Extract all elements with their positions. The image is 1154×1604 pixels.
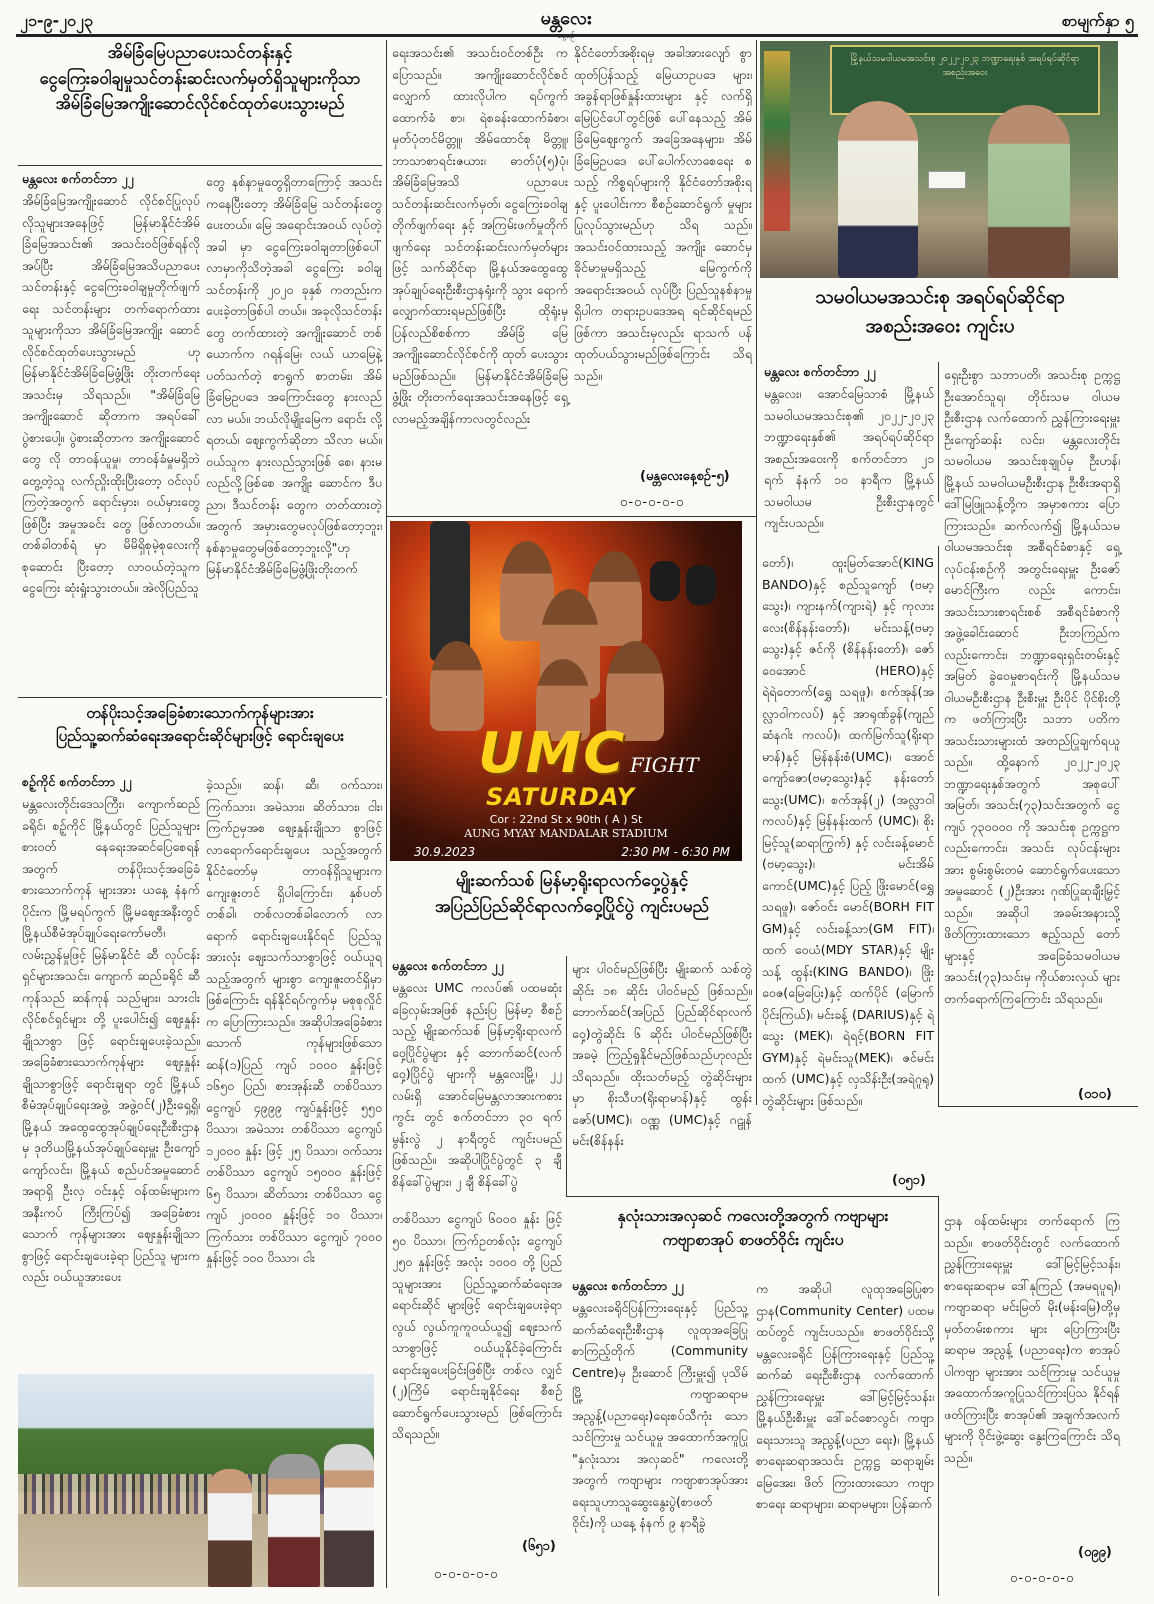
article2-col2-text: ရှေးဦးစွာ သဘာပတိ၊ အသင်းစု ဥက္ကဋ္ဌ ဦးအောင်သူရ၊ တိုင်းသမ ဝါယမဦးစီးဌာန လက်ထောက် ညွှန်ကြားရေးမှူး ဦးကျော်ဆန်း လင်း၊ မန္တလေးတိုင်းသမဝါယမ အသင်းစုချုပ်မှ ဦးဟန်၊ မြို့နယ် သမဝါယမဦးစီးဌာန ဦးစီးအရာရှိ ဒေါ်မြဖြူသန့်တို့က အမှာစကား ပြောကြားသည်။ ဆက်လက်၍ မြို့နယ်သမ ဝါယမအသင်းစု အစီရင်ခံစာနှင့် ရှေ့လုပ်ငန်းစဉ်ကို အတွင်းရေးမှူး ဦးဇော်မောင်ကြီးက လည်း ကောင်း၊ အသင်းသားစာရင်းစစ် အစီရင်ခံစာကို အဖွဲ့ခေါင်းဆောင် ဦးဘကြည်က လည်းကောင်း၊ ဘဏ္ဍာရေးရှင်းတမ်းနှင့် အမြတ် ခွဲဝေမှုစာရင်းကို မြို့နယ်သမ ဝါယမဦးစီးဌာန ဦးစီးမှူး ဦးပိုင် ပိုင်စိုးတို့က ဖတ်ကြားပြီး သဘာ ပတိက အသင်းသားများထံ အတည်ပြုချက်ရယူသည်။ ထို့နောက် ၂၀၂၂-၂၀၂၃ ဘဏ္ဍာရေးနှစ်အတွက် အစုပေါ် အမြတ်၊ အသင်း(၇၃)သင်းအတွက် ငွေကျပ် ၇၃၀၀၀၀ ကို အသင်းစု ဥက္ကဋ္ဌက လည်းကောင်း၊ အသင်း လုပ်ငန်းများအား စွမ်းစွမ်းတမံ ဆောင်ရွက်ပေးသော အမှုဆောင် (၂)ဦးအား ဂုဏ်ပြုဆုချီးမြှင့် သည်။ အဆိုပါ အခမ်းအနားသို့ ဖိတ်ကြားထားသော ဧည့်သည် တော်များနှင့် အခြေခံသမဝါယမ အသင်း(၇၃)သင်းမှ ကိုယ်စားလှယ် များ တက်ရောက်ကြကြောင်း သိရသည်။ <box>944 367 1120 1006</box>
page-header <box>16 6 1138 36</box>
article4-col1-text: မန္တလေး UMC ကလပ်၏ ပထမဆုံးခြေလှမ်းအဖြစ် နည်းပြ မြန်မာ့ စီစဉ်သည့် မျိုးဆက်သစ် မြန်မာ့ရိုးရာလက်ဝှေ့ပြိုင်ပွဲများ နှင့် ဘောက်ဆင်(လက်ဝှေ့)ပြိုင်ပွဲ များကို မန္တလေးမြို့၊ ၂၂ လမ်းရှိ အောင်မြေမန္တလာအားကစားကွင်း တွင် စက်တင်ဘာ ၃၀ ရက် မွန်းလွဲ ၂ နာရီတွင် ကျင်းပမည် ဖြစ်သည်။ အဆိုပါပြိုင်ပွဲတွင် ၃ ချီ စိန်ခေါ်ပွဲများ၊ ၂ ချီ စိန်ခေါ်ပွဲ <box>392 980 562 1189</box>
article5-col1-text: မန္တလေးခရိုင်ပြန်ကြားရေးနှင့် ပြည်သူ့ဆက်ဆံရေးဦးစီးဌာန လူထုအခြေပြုစာကြည့်တိုက် (Community Centre)မှ ဦးဆောင် ကြီးမှူး၍ ပုသိမ်မြို့ ကဗျာဆရာမ အညွန့်(ပညာရေး)ရေးစပ်သီကုံး သော သင်ကြားမှု သင်ယူမှု အထောက်အကူပြု "နှလုံးသား အလှဆင်" ကလေးတို့အတွက် ကဗျာများ ကဗျာစာအုပ်အား ရေးသူဟာသူဆွေးနွေးပွဲ(စာဖတ် ဝိုင်း)ကို ယနေ့ နံနက် ၉ နာရီခွဲ <box>572 1300 748 1530</box>
article3-col2-text: ခဲ့သည်။ ဆန်၊ ဆီ၊ ဝက်သား၊ ကြက်သား၊ အမဲသား၊ ဆိတ်သား၊ ငါး၊ ကြက်ဥမှအစ ဈေးနှုန်းချိုသာ စွာဖြင့် လာရောက်ရောင်းချပေး သည့်အတွက် နိုင်ငံတော်မှ တာဝန်ရှိသူများက ကျေးဇူးတင် ရှိပါကြောင်း၊ နှစ်ပတ်တစ်ခါ၊ တစ်လတစ်ခါလောက် လာရောက် ရောင်းချပေးနိုင်ရင် ပြည်သူ အားလုံး ဈေးသက်သာစွာဖြင့် ဝယ်ယူရသည့်အတွက် များစွာ ကျေးဇူးတင်ရှိမှာဖြစ်ကြောင်း ရန်နိုင်ရပ်ကွက်မှ မစုစုလှိုင်က ပြောကြားသည်။ အဆိုပါအခြေခံစားသောက် ကုန်များဖြစ်သော ဆန်(၁)ပြည် ကျပ် ၁၀၀၀ နှုန်းဖြင့် ၁၆၅၀ ပြည်၊ စားအုန်းဆီ တစ်ပိဿာ ငွေကျပ် ၄၉၉၉ ကျပ်နှုန်းဖြင့် ၅၅၀ ပိဿာ၊ အမဲသား တစ်ပိဿာ ငွေကျပ် ၁၂၀၀၀ နှုန်း ဖြင့် ၂၅ ပိဿာ၊ ဝက်သား တစ်ပိဿာ ငွေကျပ် ၁၅၀၀၀ နှုန်းဖြင့် ၆၅ ပိဿာ၊ ဆိတ်သား တစ်ပိဿာ ငွေကျပ် ၂၀၀၀၀ နှုန်းဖြင့် ၁၀ ပိဿာ၊ ကြက်သား တစ်ပိဿာ ငွေကျပ် ၇၀၀၀ နှုန်းဖြင့် ၁၀၀ ပိဿာ၊ ငါး <box>206 777 382 1265</box>
crowd <box>18 1474 374 1514</box>
article1-headline-line3: အိမ်ခြံမြေအကျိုးဆောင်လိုင်စင်ထုတ်ပေးသွားမည် <box>55 94 345 114</box>
article1-col1 <box>22 171 200 693</box>
article3-headline-line2: ပြည်သူ့ဆက်ဆံရေးအရောင်းဆိုင်များဖြင့် ရောင်းချပေး <box>56 727 344 746</box>
poster-address: Cor : 22nd St x 90th ( A ) St <box>489 813 643 826</box>
article2-headline <box>760 283 1120 353</box>
poster-time: 2:30 PM - 6:30 PM <box>621 845 730 859</box>
article5-byline: မန္တလေး စက်တင်ဘာ ၂၂ <box>572 1278 684 1293</box>
article3-byline: စဉ့်ကိုင် စက်တင်ဘာ ၂၂ <box>22 774 132 789</box>
logo-text: မန္တလေး <box>540 8 592 29</box>
person-right <box>324 1444 374 1587</box>
column-rule <box>938 362 939 502</box>
article4-col1 <box>392 958 562 1198</box>
article2-code: (၀၁၀) <box>1078 1087 1112 1102</box>
column-rule <box>938 546 939 1106</box>
article5-col1 <box>572 1278 748 1594</box>
official-right <box>988 105 1070 278</box>
fighters-group <box>430 541 700 741</box>
column-rule <box>386 698 387 1588</box>
person-cap <box>268 1454 320 1587</box>
poster-date: 30.9.2023 <box>414 845 476 859</box>
masthead-logo <box>521 6 611 34</box>
article4-col3-text: တော်)၊ ထူးမြတ်အောင်(KING BANDO)နှင့် စည်သူကျော် (ဗမာ့သွေး)၊ ကျားနက်(ကျားရဲ) နှင့် ကုလားလေး(စိန်နန်းတော်)၊ မင်းသန့်(ဗမာ့သွေး)နှင့် ဇင်ကို (စိန်နန်းတော်)၊ ဇော်ဝေအောင် (HERO)နှင့် ရဲရဲတောက်(ရွှေ သရဖူ)၊ စက်အုန်(အလ္လာဝါကလပ်) နှင့် အာရုဏ်ခွန်(ကျည်ဆံနဂါး ကလပ်)၊ ထက်မြက်သူ(ရိုးရာ မာန်)နှင့် မြန်နန်းစံ(UMC)၊ အောင် ကျော်ဇော(ဗမာ့သွေး)နှင့် နန်းတော် သွေး(UMC)၊ စက်အုန်(၂) (အလ္လာဝါကလပ်)နှင့် မြန်နန်းထက် (UMC)၊ စိုးမြင့်သူ(ဆရာကြွက်) နှင့် လင်းခန့်မောင် (ဗမာ့သွေး)၊ မင်းအိမ်ကောင်(UMC)နှင့် ပြည့် ဖြိုးမောင်(ရွှေသရဖူ)၊ ဇော်ဝင်း မောင်(BORH FIT GM)နှင့် လင်းခန့်သာ(GM FIT)၊ ထက် ဝေယံ(MDY STAR)နှင့် မျိုးသန့် ထွန်း(KING BANDO)၊ ဖြိုး ဝေဇ(မြေပြေး)နှင့် ထက်ပိုင် (မြောက်ပိုင်းကြယ်)၊ မင်းခန့် (DARIUS)နှင့် ရဲသွေး (MEK)၊ ရဲရင့်(BORN FIT GYM)နှင့် ရဲမင်းသူ(MEK)၊ ဇင်မင်းထက် (UMC)နှင့် လှသိန်းဦး(အရဲဂူရု) တွဲဆိုင်းများ ဖြစ်သည်။ <box>762 555 934 1108</box>
column-rule <box>386 40 387 696</box>
flag <box>764 51 790 231</box>
article1-end-dots: ၀-၀-၀-၀-၀ <box>620 495 685 510</box>
article1-col4 <box>574 42 752 512</box>
article3-code: (၆၅၁) <box>522 1539 556 1554</box>
divider <box>566 1196 938 1197</box>
article4-headline-line2: အပြည်ပြည်ဆိုင်ရာလက်ဝှေ့ပြိုင်ပွဲ ကျင်းပမည် <box>434 897 710 918</box>
divider <box>18 165 382 166</box>
article3-col1 <box>22 774 200 1370</box>
article1-headline-line1: အိမ်ခြံမြေပညာပေးသင်တန်းနှင့် <box>107 43 293 62</box>
divider <box>386 516 756 517</box>
ceremony-photo <box>760 41 1118 278</box>
fighter <box>430 641 484 731</box>
article4-col2-text: များ ပါဝင်မည်ဖြစ်ပြီး မျိုးဆက် သစ်တွဲဆိုင်း ၁၈ ဆိုင်း ပါဝင်မည် ဖြစ်သည်။ ဘောက်ဆင်(အပြည် ပြည်ဆိုင်ရာလက်ဝှေ့)တွဲဆိုင်း ၆ ဆိုင်း ပါဝင်မည်ဖြစ်ပြီး အခမဲ့ ကြည့်ရှုနိုင်မည်ဖြစ်သည်ဟုလည်း သိရသည်။ ထိုးသတ်မည့် တွဲဆိုင်းများ မှာ စိုးသီဟ(ရိုးရာမာန်)နှင့် ထွန်းဇော်(UMC)၊ ဝဏ္ဏ (UMC)နှင့် ဂဠုန်မင်း(စိန်နန်း <box>572 961 752 1148</box>
column-rule <box>756 40 757 1105</box>
boxing-poster <box>390 521 742 861</box>
person-white-shirt <box>208 1469 252 1587</box>
article1-source: (မန္တလေးနေ့စဉ်-၅) <box>640 469 730 484</box>
column-rule <box>566 956 567 1196</box>
market-photo <box>18 1374 374 1587</box>
article1-col3-text: ရေးအသင်း၏ အသင်းဝင်တစ်ဦး က ပြောသည်။ အကျိုးဆောင်လိုင်စင် လျှောက် ထားလိုပါက ရပ်ကွက်ထောက်ခံ စာ၊ ရဲစခန်းထောက်ခံစာ၊ မှတ်ပုံတင်မိတ္တူ၊ အိမ်ထောင်စု မိတ္တူ၊ ဘာသာစာရင်းဇယား၊ ဓာတ်ပုံ(၅)ပုံ၊ အိမ်ခြံမြေအသိ ပညာပေးသင်တန်းဆင်းလက်မှတ်၊ ငွေကြေးခဝါချတိုက်ဖျက်ရေး နှင့် အကြမ်းဖက်မှုတိုက်ဖျက်ရေး သင်တန်းဆင်းလက်မှတ်များဖြင့် သက်ဆိုင်ရာ မြို့နယ်အထွေထွေ အုပ်ချုပ်ရေးဦးစီးဌာနရုံးကို သွား ရောက် လျှောက်ထားရမည်ဖြစ်ပြီး ထိုရုံးမှ ပြန်လည်စိစစ်ကာ အိမ်ခြံ မြေအကျိုးဆောင်လိုင်စင်ကို ထုတ် ပေးသွားမည်ဖြစ်သည်။ မြန်မာနိုင်ငံအိမ်ခြံမြေဖွံ့ဖြိုး တိုးတက်ရေးအသင်းအနေဖြင့် ရှေ့ လာမည့်အချိန်ကာလတွင်လည်း <box>392 45 568 426</box>
article5-headline-line1: နှလုံးသားအလှဆင် ကလေးတို့အတွက် ကဗျာများ <box>617 1207 889 1225</box>
divider <box>18 697 382 698</box>
article3-headline <box>18 702 382 768</box>
article1-headline <box>18 40 382 158</box>
divider <box>938 1106 1138 1107</box>
poster-fight: FIGHT <box>630 753 699 777</box>
official-left <box>838 101 918 278</box>
article5-col3-text: ဌာန ဝန်ထမ်းများ တက်ရောက် ကြသည်။ စာဖတ်ဝိုင်းတွင် လက်ထောက် ညွှန်ကြားရေးမှူး ဒေါ်မြင့်မြင့်သန်း၊ စာရေးဆရာမ ဒေါ်နုကြည် (အမရပူရ)၊ ကဗျာဆရာ မင်းမြတ် မိုး(မန်းမြေ)တို့မှ မှတ်တမ်းစကား များ ပြောကြားပြီး ဆရာမ အညွန့် (ပညာရေး)က စာအုပ်ပါကဗျာ များအား သင်ကြားမှု သင်ယူမှု အထောက်အကူပြုသင်ကြားပြသ နိုင်ရန် ဖတ်ကြားပြီး စာအုပ်၏ အချက်အလက်များကို ဝိုင်းဖွဲ့ဆွေး နွေးကြကြောင်း သိရသည်။ <box>944 1213 1120 1465</box>
article3-end-dots: ၀-၀-၀-၀-၀ <box>434 1567 499 1582</box>
header-rule <box>16 34 1138 37</box>
article2-headline-line2: အစည်းအဝေး ကျင်းပ <box>865 315 1015 338</box>
column-rule <box>938 1196 939 1596</box>
article1-col2-text: တွေ နစ်နာမှုတွေရှိတာကြောင့် အသင်းကနေပြီးတော့ အိမ်ခြံမြေ သင်တန်းတွေပေးတယ်။ မြေ အရောင်းအဝယ် လုပ်တဲ့အခါ မှာ ငွေကြေးခဝါချတာဖြစ်ပေါ် လာမှာကိုသိတဲ့အခါ ငွေကြေး ခဝါချသင်တန်းကို ၂၀၂၀ ခုနှစ် ကတည်းက ပေးခဲ့တာဖြစ်ပါ တယ်။ အခုလိုသင်တန်းတွေ တက်ထားတဲ့ အကျိုးဆောင် တစ်ယောက်က ဂရန်မြေ၊ လယ် ယာမြေနဲ့ ပတ်သက်တဲ့ စာရွက် စာတမ်း၊ အိမ်ခြံမြေဥပဒေ အကြောင်းတွေ နားလည်လာ မယ်။ ဘယ်လိုမျိုးမြေက ရောင်း လို့ရတယ်၊ ဈေးကွက်ဆိုတာ သိလာ မယ်။ ဝယ်သူက နားလည်သွားဖြစ် စေ၊ နားမလည်လို့ဖြစ်စေ အကျိုး ဆောင်က ဒီပညာ၊ ဒီသင်တန်း တွေက တတ်ထားတဲ့အတွက် အမှားတွေမလုပ်ဖြစ်တော့ဘူး၊ နစ်နာမှုတွေမဖြစ်တော့ဘူးလို့"ဟု မြန်မာနိုင်ငံအိမ်ခြံမြေဖွံ့ဖြိုးတိုးတက် <box>206 174 382 576</box>
article1-byline: မန္တလေး စက်တင်ဘာ ၂၂ <box>22 171 134 186</box>
article1-headline-line2: ငွေကြေးခဝါချမှုသင်တန်းဆင်းလက်မှတ်ရှိသူများကိုသာ <box>39 68 361 88</box>
article1-col1-text: အိမ်ခြံမြေအကျိုးဆောင် လိုင်စင်ပြုလုပ်လိုသူများအနေဖြင့် မြန်မာနိုင်ငံအိမ်ခြံမြေအသင်း၏ အသင်းဝင်ဖြစ်ရန်လိုအပ်ပြီး အိမ်ခြံမြေအသိပညာပေးသင်တန်းနှင့် ငွေကြေးခဝါချမှုတိုက်ဖျက်ရေး သင်တန်းများ တက်ရောက်ထား သူများကိုသာ အိမ်ခြံမြေအကျိုး ဆောင်လိုင်စင်ထုတ်ပေးသွားမည် ဟု မြန်မာနိုင်ငံအိမ်ခြံမြေဖွံ့ဖြိုး တိုးတက်ရေးအသင်းမှ သိရသည်။ "အိမ်ခြံမြေအကျိုးဆောင် ဆိုတာက အရပ်ခေါ် ပွဲစားပေါ့။ ပွဲစားဆိုတာက အကျိုးဆောင်တွေ လို တာဝန်ယူမှု၊ တာဝန်ခံမှုမရှိဘဲ တွေ့တဲ့သူ လက်ညှိုးထိုးပြီးတော့ ဝင်လုပ်ကြတဲ့အတွက် ရောင်းမှား၊ ဝယ်မှားတွေဖြစ်ပြီး အမှုအခင်း တွေ ဖြစ်လာတယ်။ တစ်ခါတစ်ရံ မှာ မိမိရှိစုမဲ့စုလေးကို စုဆောင်း ပြီးတော့ လာဝယ်တဲ့သူက ငွေကြေး ဆုံးရှုံးသွားတယ်။ အဲလိုပြည်သူ <box>22 193 200 595</box>
article5-headline <box>570 1204 936 1270</box>
article4-headline <box>390 868 754 950</box>
article2-headline-line1: သမဝါယမအသင်းစု အရပ်ရပ်ဆိုင်ရာ <box>815 286 1065 308</box>
article2-col1-text: မန္တလေး၊ အောင်မြေသာစံ မြို့နယ် သမဝါယမအသင်းစု၏ ၂၀၂၂-၂၀၂၃ ဘဏ္ဍာရေးနှစ်၏ အရပ်ရပ်ဆိုင်ရာ အစည်းအဝေးကို စက်တင်ဘာ ၂၁ ရက် နံနက် ၁၀ နာရီက မြို့နယ်သမဝါယမ ဦးစီးဌာနတွင် ကျင်းပသည်။ <box>764 386 934 530</box>
award-envelope <box>928 171 966 189</box>
issue-date: ၂၁-၉-၂၀၂၃ <box>20 11 93 30</box>
ceremony-banner: မြို့နယ်သမဝါယမအသင်းစု ၂၀၂၂-၂၀၂၃ ဘဏ္ဍာရေးနှစ် အရပ်ရပ်ဆိုင်ရာအစည်းအဝေး <box>830 45 1100 115</box>
article3-col1-text: မန္တလေးတိုင်းဒေသကြီး၊ ကျောက်ဆည်ခရိုင်၊ စဉ့်ကိုင် မြို့နယ်တွင် ပြည်သူများ စားဝတ် နေရေးအဆင်ပြေစေရန်အတွက် တန်ပိုးသင့်အခြေခံစားသောက်ကုန် များအား ယနေ့ နံနက်ပိုင်းက မြို့မရပ်ကွက် မြို့မဈေးအနီးတွင် မြို့နယ်စီမံအုပ်ချုပ်ရေးကော်မတီ၊ လမ်းညွှန်မှုဖြင့် မြန်မာနိုင်ငံ ဆီ လုပ်ငန်းရှင်များအသင်း၊ ကျောက် ဆည်ခရိုင် ဆီကုန်သည် ဆန်ကုန် သည်များ၊ သားငါး လိုင်စင်ရှင်များ တို့ ပူးပေါင်း၍ ဈေးနှုန်းချိုသာစွာ ဖြင့် ရောင်းချပေးခဲ့သည်။ အခြေခံစားသောက်ကုန်များ ဈေးနှုန်းချိုသာစွာဖြင့် ရောင်းချရာ တွင် မြို့နယ်စီမံအုပ်ချုပ်ရေးအဖွဲ့ အဖွဲ့ဝင်(၂)ဦးရှေ့ရှိ၊ မြို့နယ် အထွေထွေအုပ်ချုပ်ရေးဦးစီးဌာန မှ ဒုတိယမြို့နယ်အုပ်ချုပ်ရေးမှူး ဦးကျော်ကျော်လင်း၊ မြို့နယ် စည်ပင်အမှုဆောင်အရာရှိ ဦးလှ ဝင်းနှင့် ဝန်ထမ်းများက အနီးကပ် ကြီးကြပ်၍ အခြေခံစားသောက် ကုန်များအား ဈေးနှုန်းချိုသာ စွာဖြင့် ရောင်းချပေးခဲ့ရာ ပြည်သူ များကလည်း ဝယ်ယူအားပေး <box>22 796 200 1284</box>
article5-code: (၀၉၉) <box>1078 1545 1112 1560</box>
article5-col2-text: က အဆိုပါ လူထုအခြေပြုစာ ဌာန(Community Center) ပထမထပ်တွင် ကျင်းပသည်။ စာဖတ်ဝိုင်းသို့ မန္တလေးခရိုင် ပြန်ကြားရေးနှင့် ပြည်သူ့ဆက်ဆံ ရေးဦးစီးဌာန လက်ထောက် ညွှန်ကြားရေးမှူး ဒေါ်မြင့်မြင့်သန်း၊ မြို့နယ်ဦးစီးမှူး ဒေါ်ခင်စောလွင်၊ ကဗျာရေးသားသူ အညွန့်(ပညာ ရေး)၊ မြို့နယ်စာရေးဆရာအသင်း ဥက္ကဋ္ဌ ဆရာချမ်းမြေအေး၊ ဖိတ် ကြားထားသော ကဗျာစာရေး ဆရာများ၊ ဆရာမများ၊ ပြန်ဆက် <box>756 1281 934 1511</box>
article5-headline-line2: ကဗျာစာအုပ် စာဖတ်ဝိုင်း ကျင်းပ <box>662 1231 844 1250</box>
poster-stadium: AUNG MYAY MANDALAR STADIUM <box>464 827 668 840</box>
page-number: စာမျက်နှာ ၅ <box>1061 11 1134 30</box>
article2-col1 <box>764 364 934 554</box>
article1-col4-text: နိုင်ငံတော်အစိုးရမှ အခါအားလျော် စွာ ထုတ်ပြန်သည့် မြေယာဥပဒေ များ၊ အခွန်ရာဖြစ်နှုန်းထားများ နှင့် လက်ရှိမြေပြင်ပေါ်တွင်ဖြစ် ပေါ်နေသည့် အိမ်ခြံမြေဈေးကွက် အခြေအနေများ၊ အိမ်ခြံမြေဥပဒေ ပေါ်ပေါက်လာစေရေး စသည့် ကိစ္စရပ်များကို နိုင်ငံတော်အစိုးရ နှင့် ပူးပေါင်းကာ စီစဉ်ဆောင်ရွက် မှုများ ပြုလုပ်သွားမည်ဟု သိရ သည်။ အသင်းဝင်ထားသည့် အကျိုး ဆောင်မှ ခိုင်မာမှုမရှိသည့် မြေကွက်ကို အရောင်းအဝယ် လုပ်ပြီး ပြည်သူနစ်နာမှုရှိပါက တရားဥပဒေအရ ရင်ဆိုင်ရမည် ဖြစ်ကာ အသင်းမှလည်း ရာသက် ပန်ထုတ်ပယ်သွားမည်ဖြစ်ကြောင်း သိရသည်။ <box>574 45 752 383</box>
article3-col3-text: တစ်ပိဿာ ငွေကျပ် ၆၀၀၀ နှုန်း ဖြင့် ၅၀ ပိဿာ၊ ကြက်ဥတစ်လုံး ငွေကျပ် ၂၅၀ နှုန်းဖြင့် အလုံး ၁၀၀၀ တို့ ပြည်သူများအား ပြည်သူ့ဆက်ဆံရေးအရောင်းဆိုင် များဖြင့် ရောင်းချပေးခဲ့ရာ လွယ် လွယ်ကူကူဝယ်ယူ၍ ဈေးသက် သာစွာဖြင့် ဝယ်ယူနိုင်ခဲ့ကြောင်း ရောင်းချပေးခြင်းဖြစ်ပြီး တစ်လ လျှင် (၂)ကြိမ် ရောင်းချနိုင်ရေး စီစဉ်ဆောင်ရွက်ပေးသွားမည် ဖြစ်ကြောင်း သိရသည်။ <box>392 1211 562 1441</box>
article2-byline: မန္တလေး စက်တင်ဘာ ၂၂ <box>764 364 876 379</box>
article5-end-dots: ၀-၀-၀-၀-၀ <box>1010 1571 1075 1586</box>
poster-day: SATURDAY <box>486 783 636 811</box>
article4-byline: မန္တလေး စက်တင်ဘာ ၂၂ <box>392 958 504 973</box>
poster-title: UMC <box>478 721 627 786</box>
article4-code: (၀၅၁) <box>892 1173 926 1188</box>
article4-headline-line1: မျိုးဆက်သစ် မြန်မာ့ရိုးရာလက်ဝှေ့ပွဲနှင့် <box>455 871 689 891</box>
article3-headline-line1: တန်ပိုးသင့်အခြေခံစားသောက်ကုန်များအား <box>86 704 314 722</box>
